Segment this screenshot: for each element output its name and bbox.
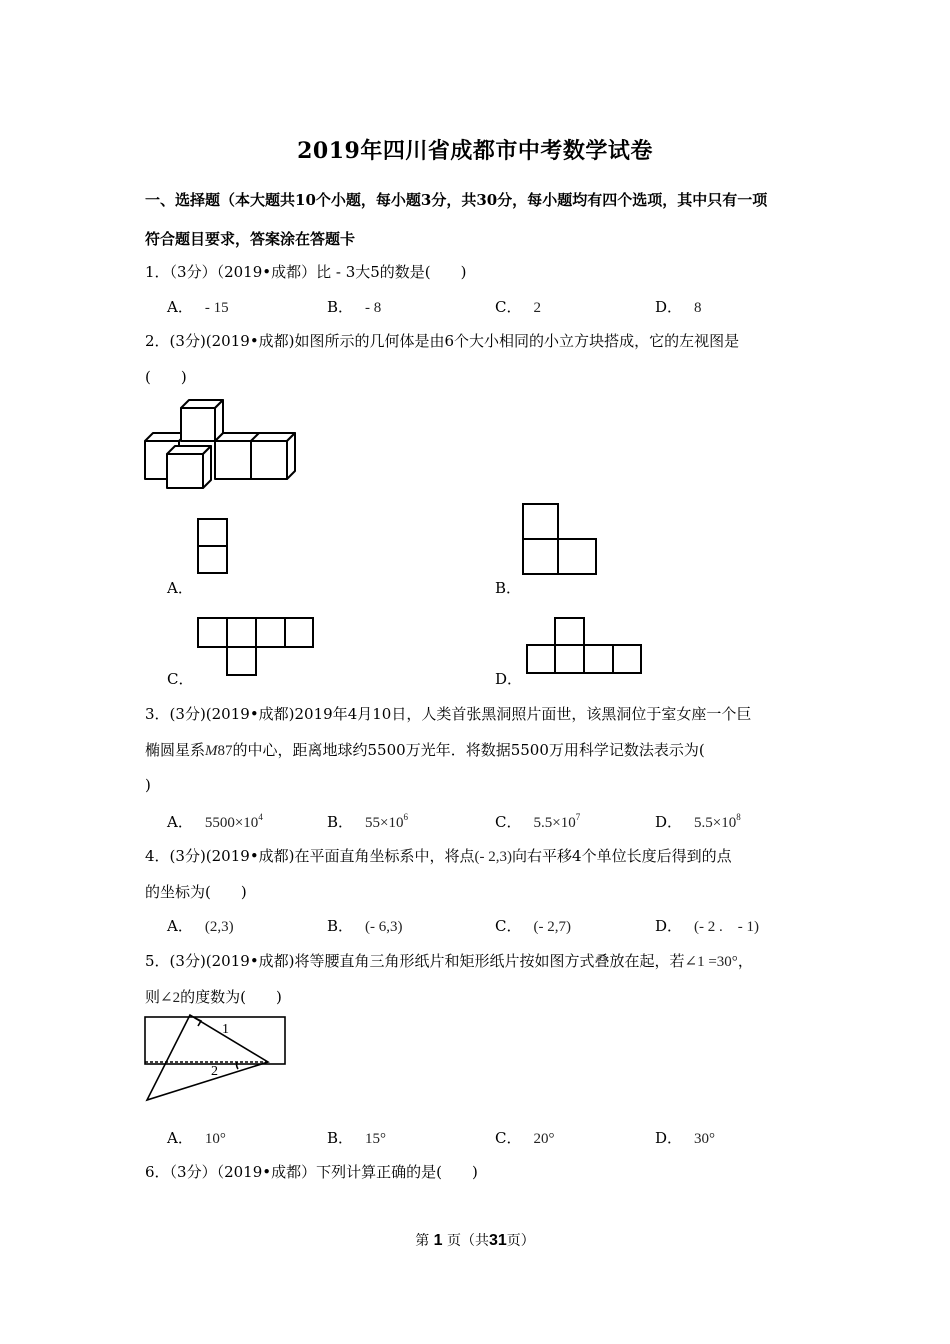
footer-suffix: 页） — [506, 1233, 535, 1249]
q5-line2-start: 则 — [145, 988, 161, 1006]
option-label: B． — [327, 813, 354, 831]
q5-option-d — [655, 1127, 715, 1148]
q2-option-c-label: C． — [167, 670, 194, 688]
q5-angle1: ∠1 =30° — [684, 954, 738, 970]
option-value: (- 2,7) — [533, 919, 571, 935]
option-label: A． — [167, 1129, 193, 1147]
q2-option-c-figure — [197, 617, 315, 677]
q5-line1-end: ， — [737, 952, 753, 970]
q1-option-a — [167, 296, 229, 317]
option-value: 20° — [533, 1131, 555, 1147]
option-value: - 8 — [365, 300, 382, 316]
q4-option-a — [167, 915, 234, 936]
q3-option-c — [495, 811, 580, 832]
q5-line1-start: 5．(3分)(2019•成都)将等腰直角三角形纸片和矩形纸片按如图方式叠放在起，若 — [145, 952, 685, 970]
q4-option-d — [655, 915, 759, 936]
section-heading-line2: 符合题目要求，答案涂在答题卡 — [145, 230, 356, 248]
q4-point: (- 2,3) — [474, 849, 513, 865]
q2-option-a-figure — [197, 518, 229, 576]
q5-option-b — [327, 1127, 386, 1148]
q3-text-line1: 3．(3分)(2019•成都)2019年4月10日，人类首张黑洞照片面世，该黑洞位于室女座一个巨 — [145, 705, 752, 723]
q2-cubes-figure — [143, 398, 303, 492]
option-exponent: 7 — [575, 812, 581, 822]
option-value: 30° — [694, 1131, 716, 1147]
section-heading-line1: 一、选择题（本大题共10个小题，每小题3分，共30分，每小题均有四个选项，其中只有一项 — [145, 191, 768, 209]
q3-line2-start: 椭圆星系 — [145, 741, 206, 759]
page-title: 2019年四川省成都市中考数学试卷 — [297, 138, 653, 164]
q5-triangle-figure — [143, 1014, 289, 1104]
option-base: 5.5×10 — [533, 815, 576, 831]
q5-angle2: ∠2 — [160, 990, 181, 1006]
footer-total-pages: 31 — [489, 1232, 507, 1249]
q2-option-d-figure — [526, 617, 644, 675]
option-value — [204, 812, 263, 831]
q4-text-line1 — [145, 845, 732, 866]
galaxy-letter: M — [205, 743, 218, 759]
option-base: 5500×10 — [204, 815, 259, 831]
option-label: D． — [655, 813, 683, 831]
q5-option-a — [167, 1127, 226, 1148]
q5-text-line2 — [145, 986, 282, 1007]
q3-text-line2 — [145, 739, 705, 760]
q3-option-d — [655, 811, 741, 832]
q3-text-line3: ) — [145, 776, 151, 794]
option-exponent: 6 — [403, 812, 408, 822]
option-label: B． — [327, 1129, 354, 1147]
q3-option-a — [167, 811, 263, 832]
page-footer — [0, 1230, 950, 1250]
q2-option-d-label: D． — [495, 670, 523, 688]
q2-option-b-label: B． — [495, 579, 522, 597]
option-value: 2 — [533, 300, 541, 316]
q3-option-b — [327, 811, 408, 832]
option-label: A． — [167, 813, 193, 831]
footer-middle: 页（共 — [447, 1233, 489, 1249]
option-label: C． — [495, 298, 522, 316]
option-value: 8 — [694, 300, 702, 316]
q4-option-b — [327, 915, 403, 936]
option-base: 55×10 — [365, 815, 404, 831]
footer-prefix: 第 — [415, 1233, 430, 1249]
option-label: B． — [327, 298, 354, 316]
option-value: - 15 — [204, 300, 229, 316]
q6-text: 6．（3分）（2019•成都）下列计算正确的是( ) — [145, 1163, 478, 1181]
option-label: C． — [495, 1129, 522, 1147]
q2-text-line2: ( ) — [145, 368, 187, 386]
option-exponent: 4 — [258, 812, 263, 822]
q1-text: 1．（3分）（2019•成都）比 - 3大5的数是( ) — [145, 263, 467, 281]
q4-line1-start: 4．(3分)(2019•成都)在平面直角坐标系中，将点 — [145, 847, 475, 865]
angle-1-label: 1 — [222, 1022, 229, 1037]
option-label: A． — [167, 917, 193, 935]
q2-option-b-figure — [522, 503, 600, 577]
footer-page-number: 1 — [433, 1232, 443, 1249]
q3-line2-end: 的中心，距离地球约5500万光年．将数据5500万用科学记数法表示为( — [232, 741, 705, 759]
q1-option-c — [495, 296, 541, 317]
option-value: (2,3) — [204, 919, 234, 935]
option-value: 10° — [204, 1131, 226, 1147]
q5-line2-end: 的度数为( ) — [180, 988, 282, 1006]
option-base: 5.5×10 — [694, 815, 737, 831]
q1-option-b — [327, 296, 381, 317]
angle-2-label: 2 — [211, 1064, 218, 1079]
option-label: D． — [655, 1129, 683, 1147]
q1-option-d — [655, 296, 702, 317]
option-label: A． — [167, 298, 193, 316]
option-label: B． — [327, 917, 354, 935]
option-label: C． — [495, 917, 522, 935]
q5-text-line1 — [145, 950, 753, 971]
option-value: (- 2 . - 1) — [694, 919, 760, 935]
option-value — [533, 812, 581, 831]
q5-option-c — [495, 1127, 554, 1148]
option-label: C． — [495, 813, 522, 831]
option-value — [365, 812, 408, 831]
galaxy-number: 87 — [217, 743, 233, 759]
q4-option-c — [495, 915, 571, 936]
option-exponent: 8 — [736, 812, 741, 822]
option-label: D． — [655, 917, 683, 935]
option-label: D． — [655, 298, 683, 316]
option-value — [694, 812, 741, 831]
q2-text-line1: 2．(3分)(2019•成都)如图所示的几何体是由6个大小相同的小立方块搭成，它的左视图是 — [145, 332, 740, 350]
q4-line1-end: 向右平移4个单位长度后得到的点 — [512, 847, 732, 865]
q2-option-a-label: A． — [167, 579, 193, 597]
option-value: 15° — [365, 1131, 387, 1147]
q4-text-line2: 的坐标为( ) — [145, 883, 247, 901]
option-value: (- 6,3) — [365, 919, 403, 935]
